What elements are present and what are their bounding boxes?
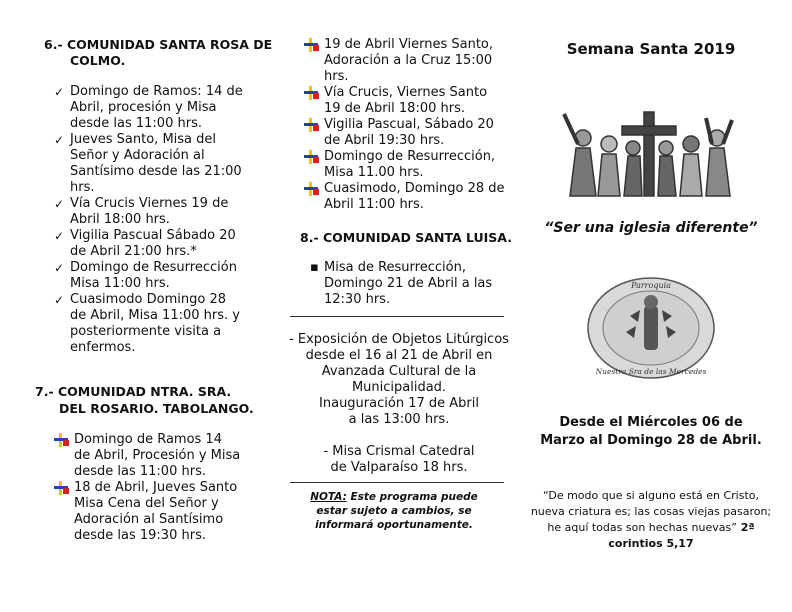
list-item: ✓ Vigilia Pascual Sábado 20 de Abril 21:00 hrs.* [54, 228, 236, 259]
list-item: ✓ Domingo de Ramos: 14 de Abril, procesión y Misa desde las 11:00 hrs. [54, 84, 243, 131]
bullet-icon: ▪ [310, 260, 319, 275]
note-text: NOTA: Este programa puede estar sujeto a cambios, se informará oportunamente. [310, 491, 478, 531]
check-icon: ✓ [54, 293, 65, 307]
section-7-title-line1: 7.- COMUNIDAD NTRA. SRA. [35, 384, 232, 399]
page-title: Semana Santa 2019 [566, 40, 736, 58]
section-7-title-line2: DEL ROSARIO. TABOLANGO. [59, 401, 254, 416]
section-8-title: 8.- COMUNIDAD SANTA LUISA. [300, 230, 512, 245]
check-icon: ✓ [54, 261, 65, 275]
list-item: 18 de Abril, Jueves Santo Misa Cena del Señor y Adoración al Santísimo desde las 19:30 hrs. [52, 480, 242, 544]
section-8-list [284, 260, 504, 308]
colored-cross-icon [304, 38, 320, 52]
section-6-title-line1: 6.- COMUNIDAD SANTA ROSA DE [44, 37, 273, 52]
date-range: Desde el Miércoles 06 de Marzo al Domingo 28 de Abril. [540, 415, 762, 448]
list-item: Domingo de Ramos 14 de Abril, Procesión y Misa desde las 11:00 hrs. [52, 432, 242, 480]
people-cross-illustration [560, 108, 740, 203]
section-7-list [52, 432, 242, 544]
divider [290, 316, 504, 317]
list-item: ▪ Misa de Resurrección, Domingo 21 de Abril a las 12:30 hrs. [310, 260, 493, 307]
motto: “Ser una iglesia diferente” [544, 220, 758, 236]
colored-cross-icon [304, 118, 320, 132]
exposition-block: - Exposición de Objetos Litúrgicos desde el 16 al 21 de Abril en Avanzada Cultural de la Municipalidad. Inauguración 17 de Abril a las 13:00 hrs. [289, 332, 509, 427]
list-item: Vigilia Pascual, Sábado 20 de Abril 19:30 hrs. [302, 117, 507, 149]
colored-cross-icon [54, 433, 70, 447]
colored-cross-icon [304, 86, 320, 100]
check-icon: ✓ [54, 133, 65, 147]
list-item: Domingo de Resurrección, Misa 11.00 hrs. [302, 149, 507, 181]
section-6-title-line2: COLMO. [70, 53, 126, 68]
colored-cross-icon [304, 150, 320, 164]
divider [290, 482, 504, 483]
check-icon: ✓ [54, 85, 65, 99]
bible-quote: “De modo que si alguno está en Cristo, nueva criatura es; las cosas viejas pasaron; he aquí todas son hechas nuevas” 2ª corintios 5,17 [530, 489, 772, 550]
svg-text:Nuestra Sra de las Mercedes: Nuestra Sra de las Mercedes [595, 367, 707, 376]
list-item: ✓ Vía Crucis Viernes 19 de Abril 18:00 hrs. [54, 196, 229, 227]
colored-cross-icon [54, 481, 70, 495]
section-6-list [30, 84, 245, 356]
check-icon: ✓ [54, 229, 65, 243]
svg-text:Parroquia: Parroquia [631, 281, 671, 290]
list-item: ✓ Domingo de Resurrección Misa 11:00 hrs. [54, 260, 237, 291]
list-item: Cuasimodo, Domingo 28 de Abril 11:00 hrs. [302, 181, 507, 213]
colored-cross-icon [304, 182, 320, 196]
continued-list [302, 37, 507, 213]
crismal-block: - Misa Crismal Catedral de Valparaíso 18 hrs. [323, 444, 475, 475]
check-icon: ✓ [54, 197, 65, 211]
list-item: ✓ Jueves Santo, Misa del Señor y Adoración al Santísimo desde las 21:00 hrs. [54, 132, 242, 195]
list-item: ✓ Cuasimodo Domingo 28 de Abril, Misa 11:00 hrs. y posteriormente visita a enfermos. [54, 292, 240, 355]
parish-seal-logo [586, 276, 716, 380]
list-item: Vía Crucis, Viernes Santo 19 de Abril 18:00 hrs. [302, 85, 507, 117]
list-item: 19 de Abril Viernes Santo, Adoración a la Cruz 15:00 hrs. [302, 37, 507, 85]
